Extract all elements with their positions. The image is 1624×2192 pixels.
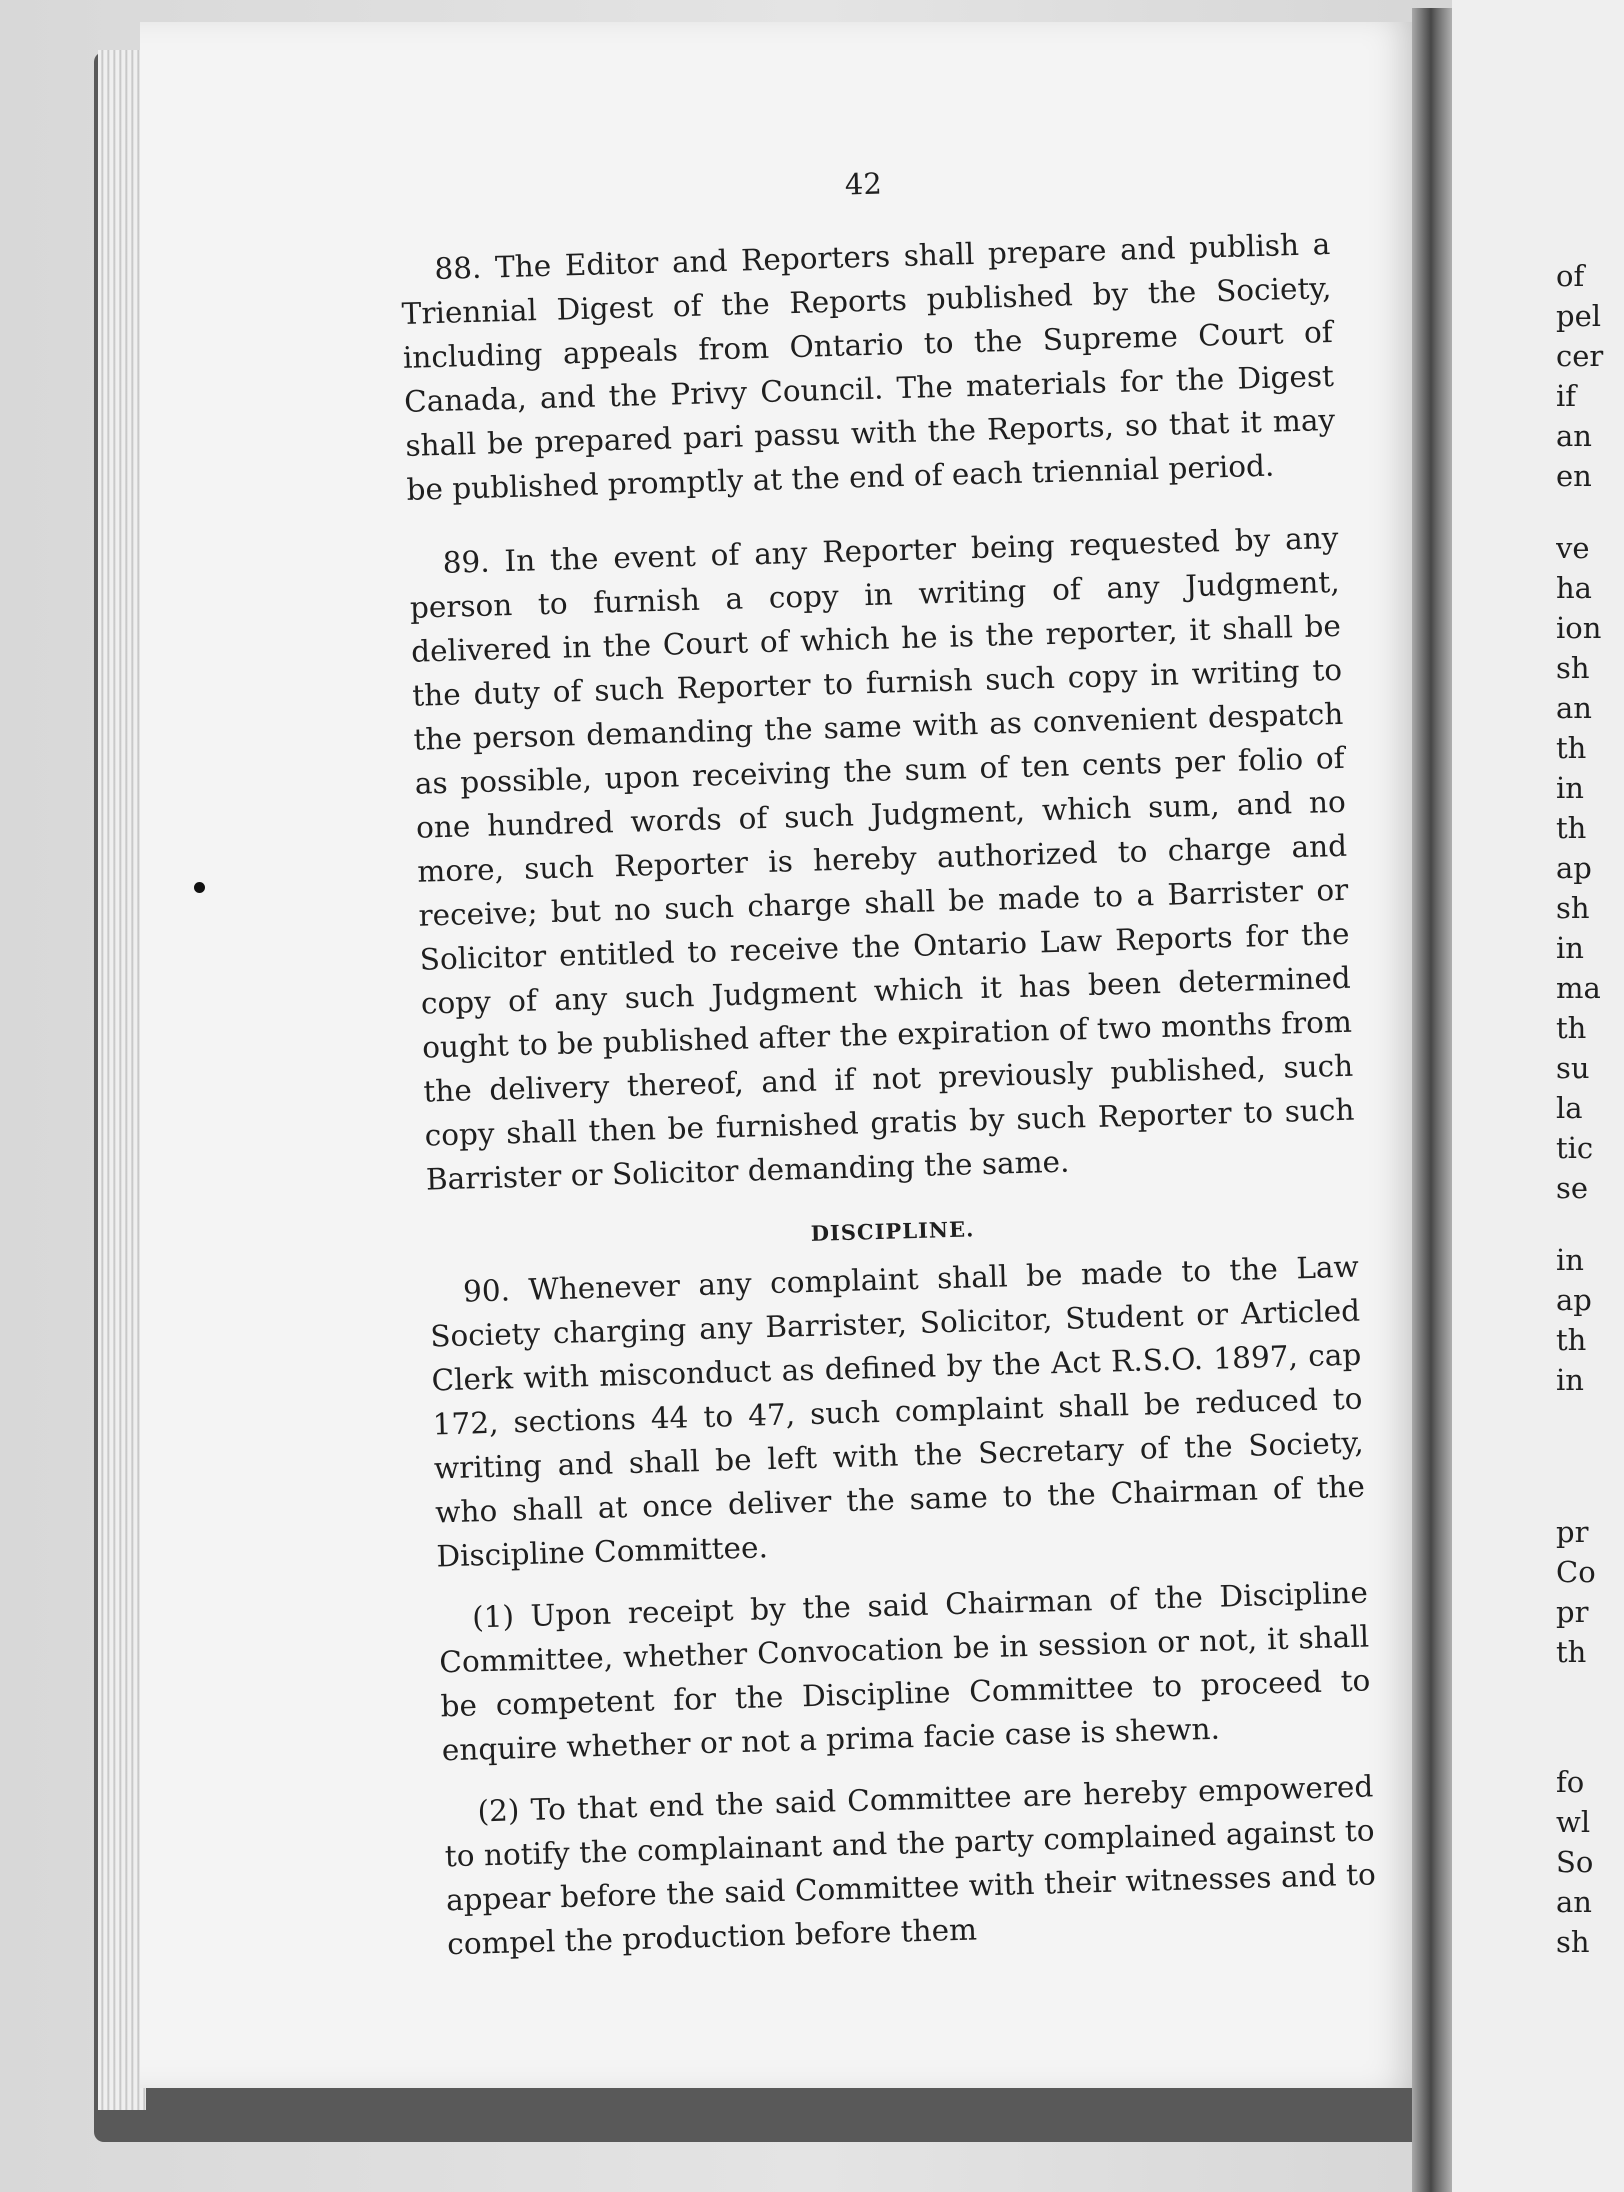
- section-90-subsection-1: (1) Upon receipt by the said Chairman of the Discipline Committee, whether Convocation be in session or not, it shall be competent for the Discipline Committee to proceed to enquire whether or not a prima facie case is shewn.: [438, 1575, 1371, 1768]
- fragment-line: an: [1556, 691, 1592, 725]
- fragment-line: an: [1556, 419, 1592, 453]
- section-90: 90. Whenever any complaint shall be made to the Law Society charging any Barrister, Solicitor, Student or Articled Clerk with misconduct as defined by the Act R.S.O. 1897, cap 172, sections 44 to 47, such complaint shall be reduced to writing and shall be left with the Secretary of the Society, who shall at once deliver the same to the Chairman of the Discipline Committee.: [429, 1249, 1366, 1574]
- book-gutter: [1412, 8, 1454, 2192]
- ink-speck: [194, 882, 205, 893]
- fragment-line: pr: [1556, 1595, 1589, 1629]
- fragment-line: ve: [1556, 531, 1590, 565]
- fragment-line: ma: [1556, 971, 1601, 1005]
- fragment-line: in: [1556, 931, 1584, 965]
- fragment-group-4: [1556, 1512, 1624, 1672]
- fragment-line: in: [1556, 1243, 1584, 1277]
- fragment-line: th: [1556, 1635, 1587, 1669]
- fragment-line: la: [1556, 1091, 1583, 1125]
- fragment-line: Co: [1556, 1555, 1596, 1589]
- fragment-line: So: [1556, 1845, 1594, 1879]
- section-heading-discipline: DISCIPLINE.: [810, 1216, 975, 1246]
- fragment-line: pel: [1556, 299, 1602, 333]
- page-text-block: [398, 154, 1378, 1996]
- fragment-line: in: [1556, 771, 1584, 805]
- fragment-line: th: [1556, 1011, 1587, 1045]
- fragment-line: tic: [1556, 1131, 1594, 1165]
- fragment-line: wl: [1556, 1805, 1591, 1839]
- fragment-line: ha: [1556, 571, 1592, 605]
- fragment-line: an: [1556, 1885, 1592, 1919]
- fragment-line: ap: [1556, 1283, 1592, 1317]
- fragment-line: sh: [1556, 651, 1590, 685]
- section-90-subsection-2: (2) To that end the said Committee are hereby empowered to notify the complainant and the party complained against to appear before the said Committee with their witnesses and to compel the production before them: [444, 1769, 1377, 1962]
- fragment-line: sh: [1556, 1925, 1590, 1959]
- facing-page-text-fragments: [1556, 256, 1624, 1962]
- fragment-line: ion: [1556, 611, 1602, 645]
- fragment-line: if: [1556, 379, 1577, 413]
- fragment-line: th: [1556, 731, 1587, 765]
- section-88: 88. The Editor and Reporters shall prepare and publish a Triennial Digest of the Reports published by the Society, including appeals from Ontario to the Supreme Court of Canada, and the Privy Council. The materials for the Digest shall be prepared pari passu with the Reports, so that it may be published promptly at the end of each triennial period.: [401, 227, 1336, 507]
- fragment-group-3: [1556, 1240, 1624, 1400]
- page-number: 42: [844, 166, 883, 202]
- page-edges: [98, 50, 146, 2110]
- fragment-line: in: [1556, 1363, 1584, 1397]
- fragment-line: th: [1556, 1323, 1587, 1357]
- fragment-line: cer: [1556, 339, 1604, 373]
- fragment-line: ap: [1556, 851, 1592, 885]
- fragment-line: of: [1556, 259, 1585, 293]
- fragment-group-1: [1556, 256, 1624, 496]
- fragment-group-5: [1556, 1762, 1624, 1962]
- section-89: 89. In the event of any Reporter being requested by any person to furnish a copy in writing of any Judgment, delivered in the Court of which he is the reporter, it shall be the duty of such Reporter to furnish such copy in writing to the person demanding the same with as convenient despatch as possible, upon receiving the sum of ten cents per folio of one hundred words of such Judgment, which sum, and no more, such Reporter is hereby authorized to charge and receive; but no such charge shall be made to a Barrister or Solicitor entitled to receive the Ontario Law Reports for the copy of any such Judgment which it has been determined ought to be published after the expiration of two months from the delivery thereof, and if not previously published, such copy shall then be furnished gratis by such Reporter to such Barrister or Solicitor demanding the same.: [409, 520, 1355, 1197]
- fragment-line: pr: [1556, 1515, 1589, 1549]
- fragment-line: th: [1556, 811, 1587, 845]
- fragment-group-2: [1556, 528, 1624, 1208]
- fragment-line: sh: [1556, 891, 1590, 925]
- fragment-line: en: [1556, 459, 1592, 493]
- fragment-line: se: [1556, 1171, 1589, 1205]
- fragment-line: su: [1556, 1051, 1590, 1085]
- fragment-line: fo: [1556, 1765, 1585, 1799]
